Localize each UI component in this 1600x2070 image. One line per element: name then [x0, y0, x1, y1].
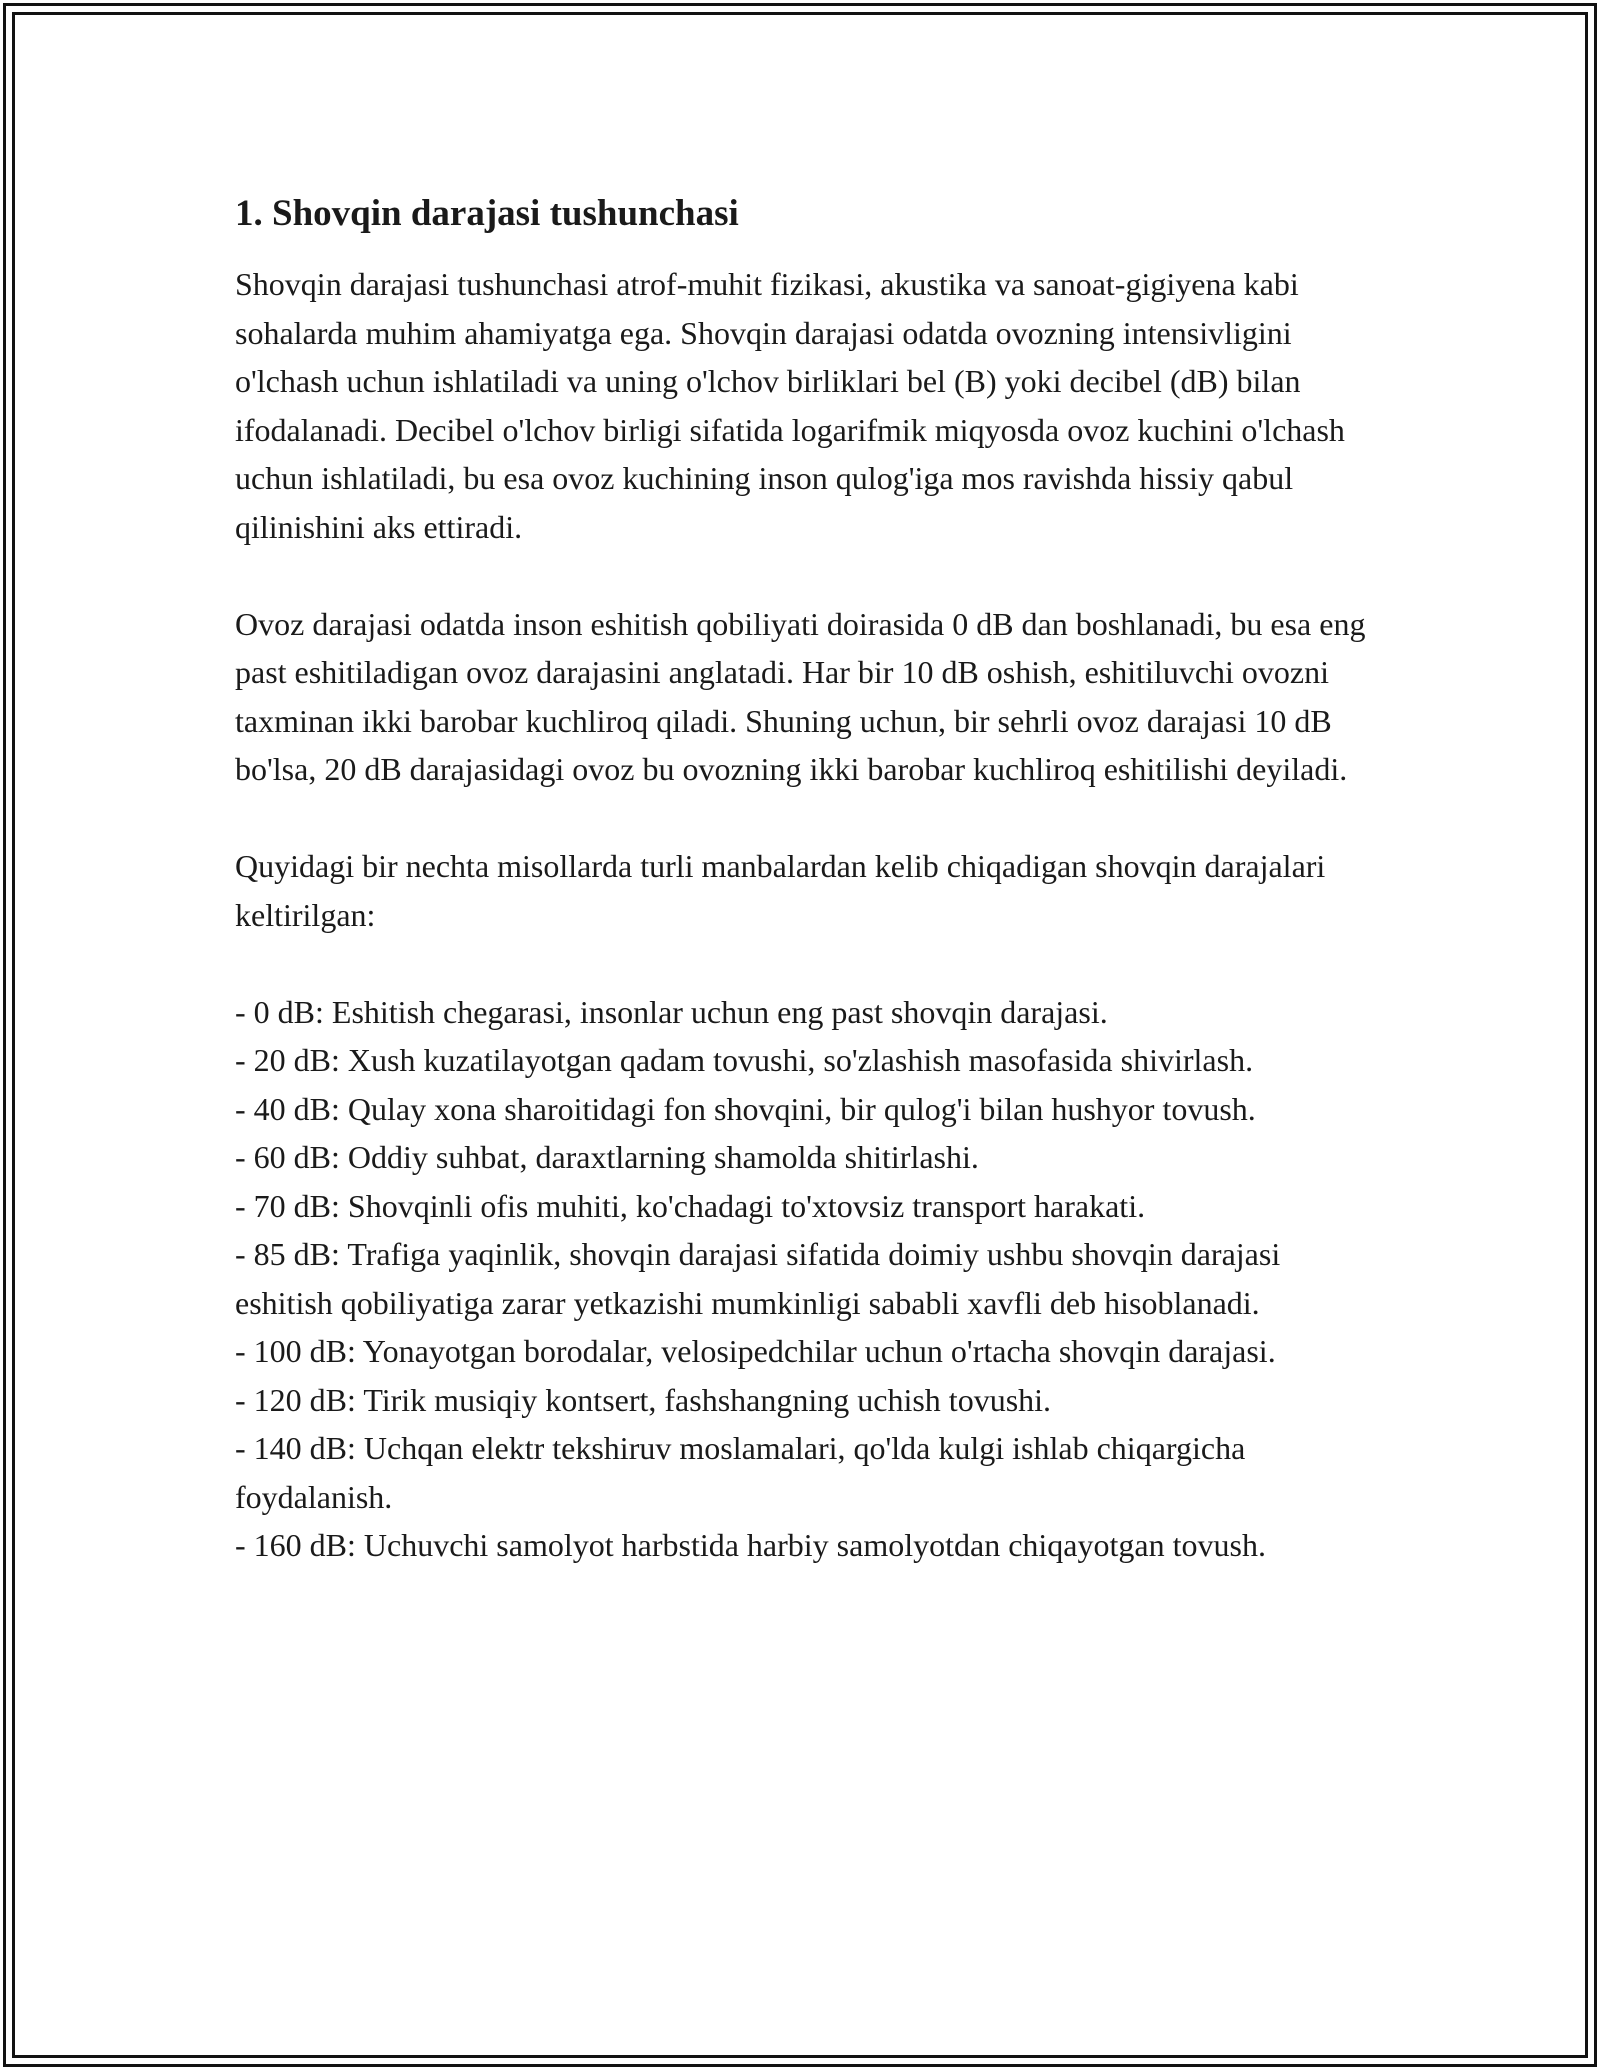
list-item: - 160 dB: Uchuvchi samolyot harbstida harbiy samolyotdan chiqayotgan tovush.	[235, 1527, 1266, 1563]
paragraph-intro: Shovqin darajasi tushunchasi atrof-muhit fizikasi, akustika va sanoat-gigiyena kabi sohalarda muhim ahamiyatga ega. Shovqin darajasi odatda ovozning intensivligini o'lchash uchun ishlatiladi va uning o'lchov birliklari bel (B) yoki decibel (dB) bilan ifodalanadi. Decibel o'lchov birligi sifatida logarifmik miqyosda ovoz kuchini o'lchash uchun ishlatiladi, bu esa ovoz kuchining inson qulog'iga mos ravishda hissiy qabul qilinishini aks ettiradi.	[235, 266, 1345, 545]
list-item: - 140 dB: Uchqan elektr tekshiruv moslamalari, qo'lda kulgi ishlab chiqargicha foydalanish.	[235, 1430, 1246, 1515]
document-body	[235, 188, 1375, 1570]
list-item: - 70 dB: Shovqinli ofis muhiti, ko'chadagi to'xtovsiz transport harakati.	[235, 1187, 1146, 1224]
list-item: - 100 dB: Yonayotgan borodalar, velosipedchilar uchun o'rtacha shovqin darajasi.	[235, 1333, 1276, 1369]
paragraph-examples-intro: Quyidagi bir nechta misollarda turli manbalardan kelib chiqadigan shovqin darajalari keltirilgan:	[235, 848, 1326, 933]
section-heading: 1. Shovqin darajasi tushunchasi	[235, 193, 739, 234]
noise-level-examples-list	[235, 988, 1375, 1570]
list-item: - 0 dB: Eshitish chegarasi, insonlar uchun eng past shovqin darajasi.	[235, 993, 1108, 1030]
list-item: - 20 dB: Xush kuzatilayotgan qadam tovushi, so'zlashish masofasida shivirlash.	[235, 1042, 1254, 1078]
list-item: - 40 dB: Qulay xona sharoitidagi fon shovqini, bir qulog'i bilan hushyor tovush.	[235, 1090, 1256, 1127]
list-item: - 60 dB: Oddiy suhbat, daraxtlarning shamolda shitirlashi.	[235, 1139, 979, 1175]
paragraph-decibel-scale: Ovoz darajasi odatda inson eshitish qobiliyati doirasida 0 dB dan boshlanadi, bu esa eng past eshitiladigan ovoz darajasini anglatadi. Har bir 10 dB oshish, eshitiluvchi ovozni taxminan ikki barobar kuchliroq qiladi. Shuning uchun, bir sehrli ovoz darajasi 10 dB bo'lsa, 20 dB darajasidagi ovoz bu ovozning ikki barobar kuchliroq eshitilishi deyiladi.	[235, 605, 1366, 787]
list-item: - 85 dB: Trafiga yaqinlik, shovqin darajasi sifatida doimiy ushbu shovqin darajasi eshitish qobiliyatiga zarar yetkazishi mumkinligi sababli xavfli deb hisoblanadi.	[235, 1236, 1281, 1321]
list-item: - 120 dB: Tirik musiqiy kontsert, fashshangning uchish tovushi.	[235, 1381, 1052, 1418]
